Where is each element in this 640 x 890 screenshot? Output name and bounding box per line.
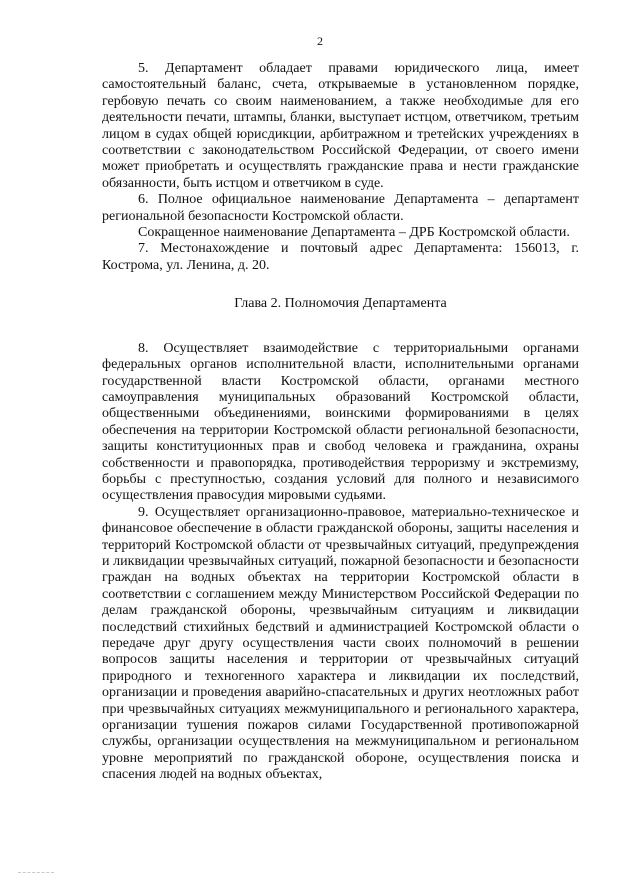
scan-edge-mark <box>18 872 54 873</box>
page-number: 2 <box>317 34 323 48</box>
paragraph-7: 7. Местонахождение и почтовый адрес Департамента: 156013, г. Кострома, ул. Ленина, д. 20. <box>102 241 579 273</box>
paragraph-5: 5. Департамент обладает правами юридического лица, имеет самостоятельный баланс, счета, открываемые в установленном порядке, гербовую печать со своим наименованием, а также необходимые для его деятельности печати, штампы, бланки, выступает истцом, ответчиком, третьим лицом в судах общей юрисдикции, арбитражном и третейских учреждениях в соответствии с законодательством Российской Федерации, от своего имени может приобретать и осуществлять гражданские права и нести гражданские обязанности, быть истцом и ответчиком в суде. <box>102 61 579 191</box>
paragraph-9: 9. Осуществляет организационно-правовое, материально-техническое и финансовое обеспечение в области гражданской обороны, защиты населения и территорий Костромской области от чрезвычайных ситуаций, предупреждения и ликвидации чрезвычайных ситуаций, пожарной безопасности и безопасности граждан на водных объектах на территории Костромской области в соответствии с соглашением между Министерством Российской Федерации по делам гражданской обороны, чрезвычайным ситуациям и ликвидации последствий стихийных бедствий и администрацией Костромской области о передаче друг другу осуществления части своих полномочий в решении вопросов защиты населения и территории от чрезвычайных ситуаций природного и техногенного характера и ликвидации их последствий, организации и проведения аварийно-спасательных и других неотложных работ при чрезвычайных ситуациях межмуниципального и регионального характера, организации тушения пожаров силами Государственной противопожарной службы, организации осуществления на межмуниципальном и региональном уровне мероприятий по гражданской обороне, осуществления поиска и спасения людей на водных объектах, <box>102 504 579 783</box>
paragraph-6-short-name: Сокращенное наименование Департамента – ДРБ Костромской области. <box>138 225 570 241</box>
paragraph-8: 8. Осуществляет взаимодействие с территориальными органами федеральных органов исполнительной власти, исполнительными органами государственной власти Костромской области, органами местного самоуправления муниципальных образований Костромской области, общественными объединениями, воинскими формированиями в целях обеспечения на территории Костромской области региональной безопасности, защиты конституционных прав и свобод человека и гражданина, охраны собственности и правопорядка, противодействия терроризму и экстремизму, борьбы с преступностью, создания условий для полного и независимого осуществления правосудия мировыми судьями. <box>102 340 579 504</box>
document-body <box>102 61 579 784</box>
paragraph-6-full-name: 6. Полное официальное наименование Департамента – департамент региональной безопасности Костромской области. <box>102 192 579 224</box>
chapter-heading: Глава 2. Полномочия Департамента <box>234 296 447 312</box>
